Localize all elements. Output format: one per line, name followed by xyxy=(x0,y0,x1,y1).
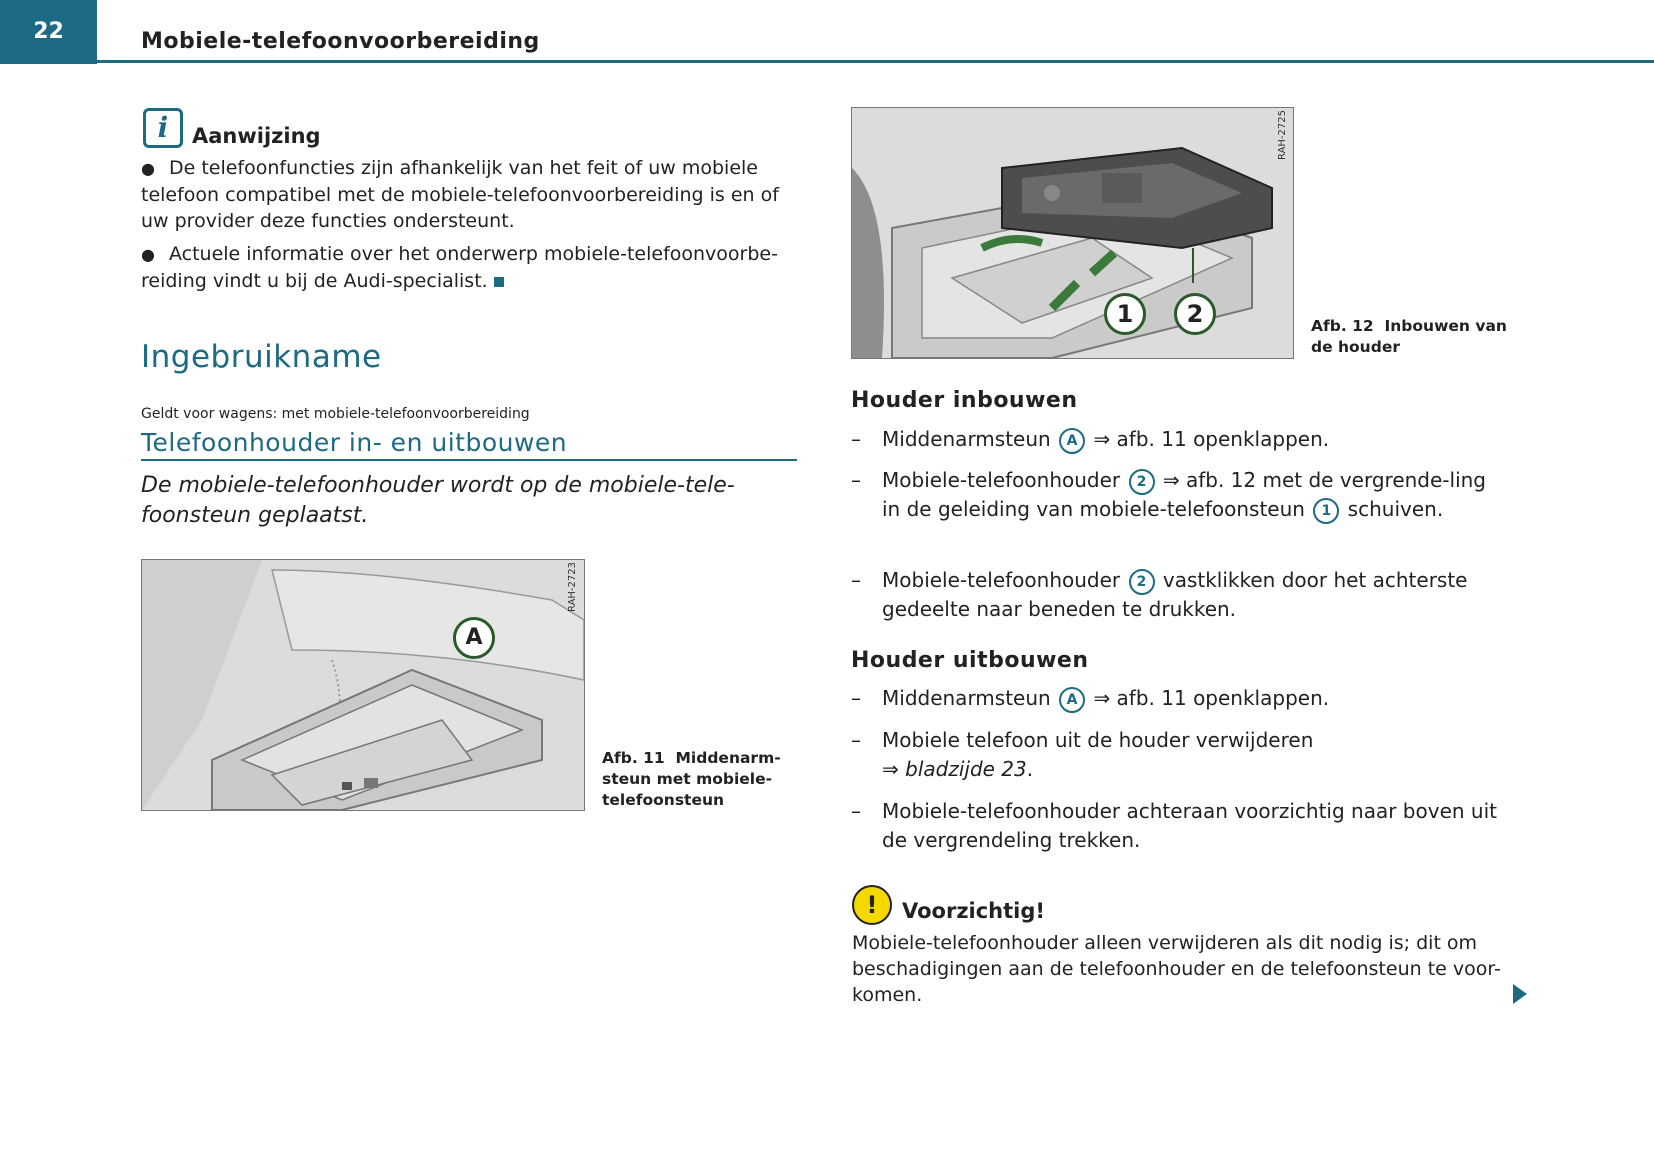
note-bullet: ● De telefoonfuncties zijn afhankelijk van het feit of uw mobiele telefoon compatibel met de mobiele-telefoonvoorbereiding is en of uw provider deze functies ondersteunt. xyxy=(141,157,779,232)
figure-12-code: RAH-2725 xyxy=(1277,110,1288,160)
marker-2-icon: 2 xyxy=(1129,469,1155,495)
subsection-title: Telefoonhouder in- en uitbouwen xyxy=(141,428,568,457)
section-title: Ingebruikname xyxy=(141,339,382,375)
marker-a-icon: A xyxy=(1059,687,1085,713)
figure-12-marker-1: 1 xyxy=(1104,293,1146,335)
marker-1-icon: 1 xyxy=(1313,498,1339,524)
install-title: Houder inbouwen xyxy=(851,388,1078,413)
figure-11-image xyxy=(141,559,585,811)
remove-step-1: – Middenarmsteun A ⇒ afb. 11 openklappen. xyxy=(851,684,1501,713)
info-icon: i xyxy=(143,108,183,148)
marker-2-icon: 2 xyxy=(1129,569,1155,595)
page-number: 22 xyxy=(33,19,64,44)
figure-11-marker: A xyxy=(453,617,495,659)
bullet-icon: ● xyxy=(141,159,155,178)
figure-12-marker-2: 2 xyxy=(1174,293,1216,335)
remove-title: Houder uitbouwen xyxy=(851,648,1089,673)
header-rule xyxy=(97,60,1654,63)
remove-step-3: – Mobiele-telefoonhouder achteraan voorzichtig naar boven uit de vergrendeling trekken. xyxy=(851,799,1497,852)
note-title: Aanwijzing xyxy=(192,124,321,148)
figure-12-image xyxy=(851,107,1294,359)
remove-step-2: – Mobiele telefoon uit de houder verwijderen ⇒ bladzijde 23. xyxy=(851,728,1314,781)
end-marker-icon xyxy=(494,277,504,287)
intro-text: De mobiele-telefoonhouder wordt op de mobiele-tele-foonsteun geplaatst. xyxy=(141,473,735,528)
install-step-1: – Middenarmsteun A ⇒ afb. 11 openklappen. xyxy=(851,425,1501,454)
subsection-rule xyxy=(141,459,797,461)
install-step-3: – Mobiele-telefoonhouder 2 vastklikken door het achterste gedeelte naar beneden te drukken. xyxy=(851,568,1468,621)
note-bullet: ● Actuele informatie over het onderwerp mobiele-telefoonvoorbe-reiding vindt u bij de Audi-specialist. xyxy=(141,243,778,292)
bullet-icon: ● xyxy=(141,245,155,264)
marker-a-icon: A xyxy=(1059,428,1085,454)
caution-text: Mobiele-telefoonhouder alleen verwijderen als dit nodig is; dit om beschadigingen aan de telefoonhouder en de telefoonsteun te voor-komen. xyxy=(852,932,1501,1006)
continue-arrow-icon xyxy=(1513,984,1527,1004)
caution-title: Voorzichtig! xyxy=(902,899,1045,923)
figure-11-code: RAH-2723 xyxy=(567,562,578,612)
install-step-2: – Mobiele-telefoonhouder 2 ⇒ afb. 12 met de vergrende-ling in de geleiding van mobiele-telefoonsteun 1 schuiven. xyxy=(851,466,1501,524)
exclamation-icon: ! xyxy=(852,885,892,925)
running-title: Mobiele-telefoonvoorbereiding xyxy=(141,29,540,54)
figure-11-caption: Afb. 11 Middenarm-steun met mobiele-telefoonsteun xyxy=(602,749,781,809)
applies-to: Geldt voor wagens: met mobiele-telefoonvoorbereiding xyxy=(141,406,530,422)
figure-12-caption: Afb. 12 Inbouwen van de houder xyxy=(1311,317,1507,356)
